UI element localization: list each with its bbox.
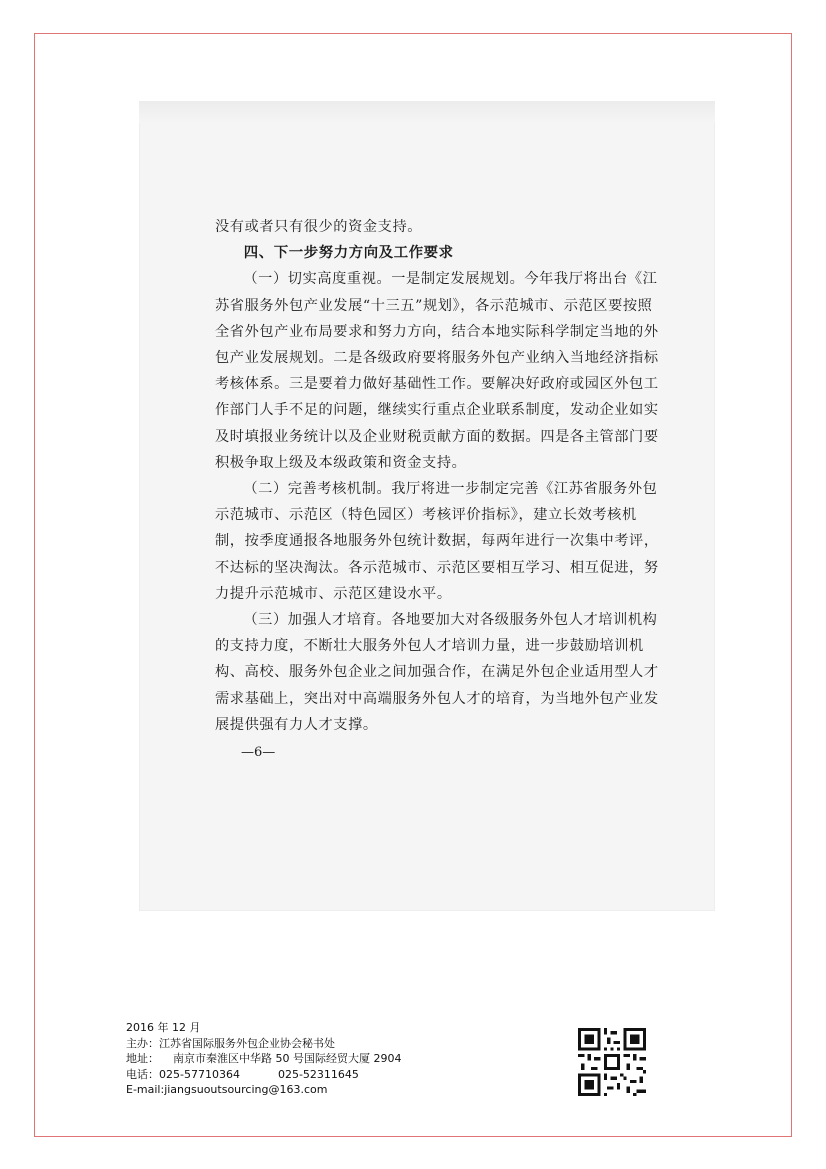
footer-phone-1: 025-57710364 (159, 1067, 240, 1081)
footer-phone-line (126, 1067, 546, 1083)
scan-shadow (139, 101, 715, 123)
footer-phone-label: 电话： (126, 1067, 159, 1081)
footer-info (126, 1020, 546, 1098)
qr-code-icon (578, 1028, 646, 1096)
footer-host-label: 主办： (126, 1036, 159, 1050)
footer-address-line (126, 1051, 546, 1067)
footer-host: 江苏省国际服务外包企业协会秘书处 (159, 1036, 335, 1050)
scanned-document-page (139, 101, 715, 911)
section-heading: 四、下一步努力方向及工作要求 (243, 245, 454, 262)
paragraph-item-2: （二）完善考核机制。我厅将进一步制定完善《江苏省服务外包示范城市、示范区（特色园区）考核评价指标》，建立长效考核机制，按季度通报各地服务外包统计数据，每两年进行一次集中考评，不达标的坚决淘汰。各示范城市、示范区要相互学习、相互促进，努力提升示范城市、示范区建设水平。 (215, 481, 659, 602)
page-number: —6— (241, 745, 276, 761)
paragraph-continuation: 没有或者只有很少的资金支持。 (215, 219, 423, 235)
footer-address: 南京市秦淮区中华路 50 号国际经贸大厦 2904 (173, 1052, 402, 1066)
document-body (215, 214, 660, 766)
paragraph-item-1: （一）切实高度重视。一是制定发展规划。今年我厅将出台《江苏省服务外包产业发展“十三五”规划》，各示范城市、示范区要按照全省外包产业布局要求和努力方向，结合本地实际科学制定当地的外包产业发展规划。二是各级政府要将服务外包产业纳入当地经济指标考核体系。三是要着力做好基础性工作。要解决好政府或园区外包工作部门人手不足的问题，继续实行重点企业联系制度，发动企业如实及时填报业务统计以及企业财税贡献方面的数据。四是各主管部门要积极争取上级及本级政策和资金支持。 (215, 271, 659, 471)
footer-email: E-mail:jiangsuoutsourcing@163.com (126, 1083, 328, 1097)
footer-date: 2016 年 12 月 (126, 1021, 201, 1034)
footer-phone-2: 025-52311645 (277, 1067, 359, 1081)
footer-host-line (126, 1036, 546, 1052)
footer-address-label: 地址： (126, 1052, 159, 1066)
paragraph-item-3: （三）加强人才培育。各地要加大对各级服务外包人才培训机构的支持力度，不断壮大服务外包人才培训力量，进一步鼓励培训机构、高校、服务外包企业之间加强合作，在满足外包企业适用型人才需求基础上，突出对中高端服务外包人才的培育，为当地外包产业发展提供强有力人才支撑。 (215, 612, 659, 733)
